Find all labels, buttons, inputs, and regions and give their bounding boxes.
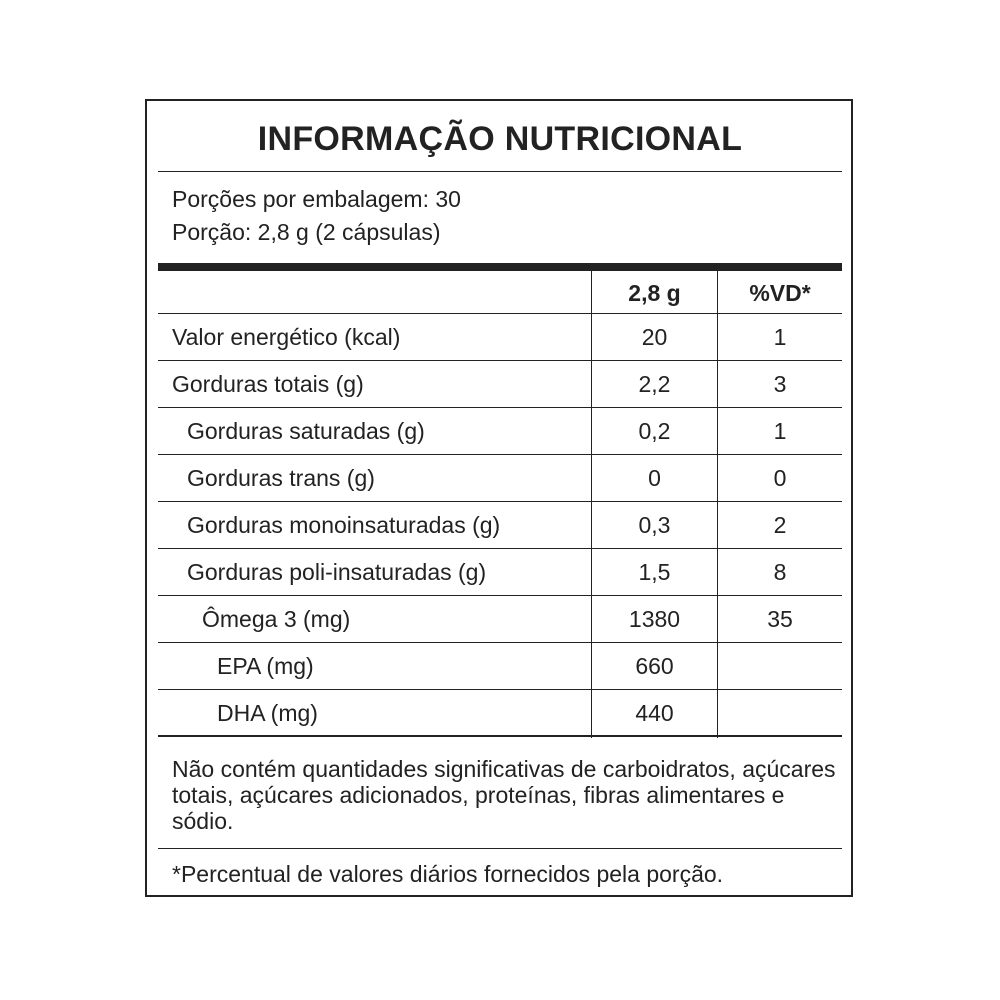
nutrient-name: DHA (mg)	[217, 700, 318, 726]
nutrient-daily-value: 1	[773, 418, 787, 444]
servings-per-package: Porções por embalagem: 30	[172, 186, 461, 212]
nutrient-amount: 20	[641, 324, 668, 350]
table-row	[158, 361, 842, 408]
nutrient-amount: 440	[635, 700, 674, 726]
nutrient-name: Ômega 3 (mg)	[202, 606, 351, 632]
thick-divider	[158, 263, 842, 271]
nutrient-daily-value: 8	[773, 559, 787, 585]
daily-value-footnote: *Percentual de valores diários fornecidos pela porção.	[172, 861, 724, 887]
nutrient-amount: 0,3	[638, 512, 671, 538]
header-amount: 2,8 g	[628, 280, 681, 306]
nutrient-daily-value: 35	[767, 606, 793, 632]
nutrient-amount: 2,2	[638, 371, 671, 397]
table-row	[158, 549, 842, 596]
nutrient-amount: 0	[648, 465, 661, 491]
nutrient-daily-value: 1	[773, 324, 787, 350]
header-daily-value: %VD*	[749, 280, 811, 306]
nutrient-daily-value	[718, 690, 842, 737]
nutrient-name: Gorduras monoinsaturadas (g)	[187, 512, 501, 538]
footnote-divider	[158, 848, 842, 849]
table-row	[158, 643, 842, 690]
nutrient-daily-value: 2	[773, 512, 787, 538]
title-divider	[158, 171, 842, 172]
nutrient-amount: 1,5	[638, 559, 671, 585]
label-title: INFORMAÇÃO NUTRICIONAL	[257, 120, 743, 158]
table-row	[158, 455, 842, 502]
column-divider-amount	[591, 271, 592, 738]
nutrient-name: EPA (mg)	[217, 653, 314, 679]
nutrient-amount: 660	[635, 653, 674, 679]
table-header-row	[158, 271, 842, 314]
not-significant-note: Não contém quantidades significativas de carboidratos, açúcares totais, açúcares adicionados, proteínas, fibras alimentares e sódio.	[172, 756, 836, 834]
column-divider-dv	[717, 271, 718, 738]
nutrient-name: Gorduras saturadas (g)	[187, 418, 425, 444]
nutrient-daily-value: 3	[773, 371, 787, 397]
nutrient-name: Gorduras poli-insaturadas (g)	[187, 559, 487, 585]
serving-size: Porção: 2,8 g (2 cápsulas)	[172, 219, 441, 245]
table-row	[158, 408, 842, 455]
table-row	[158, 596, 842, 643]
nutrient-amount: 0,2	[638, 418, 671, 444]
nutrient-name: Gorduras trans (g)	[187, 465, 375, 491]
nutrient-amount: 1380	[628, 606, 681, 632]
table-row	[158, 502, 842, 549]
nutrient-daily-value: 0	[773, 465, 787, 491]
table-row	[158, 690, 842, 737]
nutrient-name: Valor energético (kcal)	[172, 324, 401, 350]
nutrient-name: Gorduras totais (g)	[172, 371, 364, 397]
nutrient-daily-value	[718, 643, 842, 690]
table-row	[158, 314, 842, 361]
